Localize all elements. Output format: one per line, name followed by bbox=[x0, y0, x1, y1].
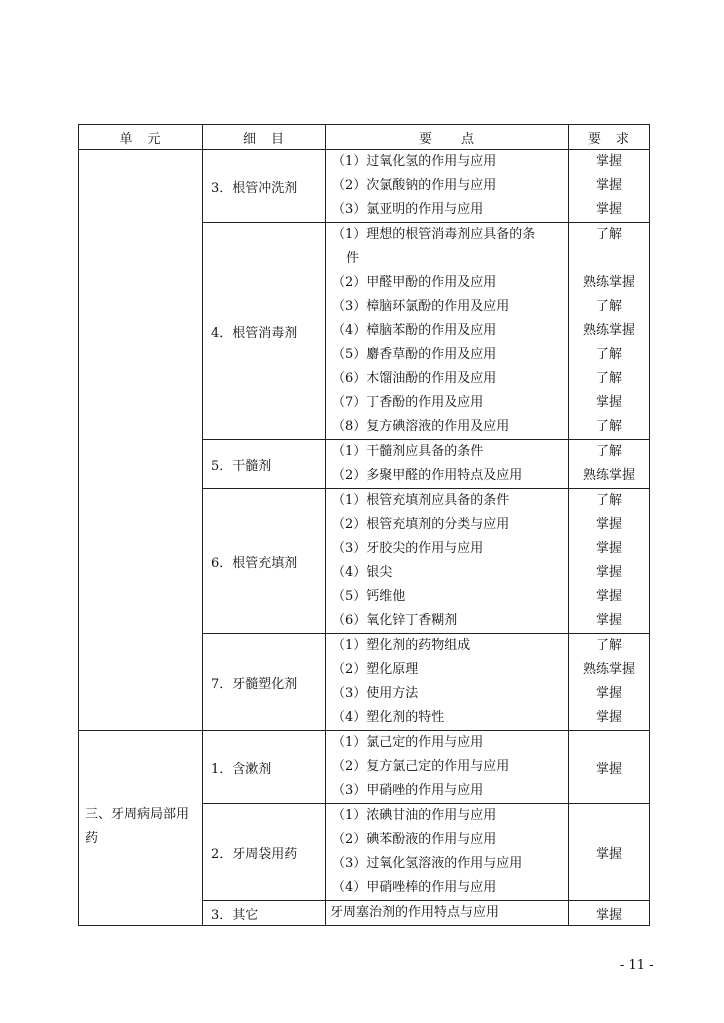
requirement: 了解 bbox=[595, 347, 622, 362]
point-line: （3）牙胶尖的作用与应用 bbox=[332, 541, 484, 556]
requirement: 熟练掌握 bbox=[582, 275, 635, 290]
requirement: 了解 bbox=[595, 371, 622, 386]
points-cell bbox=[326, 150, 569, 223]
requirements-cell bbox=[569, 634, 650, 731]
point-line: （4）樟脑苯酚的作用及应用 bbox=[332, 323, 497, 338]
page-number: - 11 - bbox=[620, 958, 654, 973]
point-line: （2）多聚甲醛的作用特点及应用 bbox=[332, 468, 523, 483]
requirement: 掌握 bbox=[595, 202, 622, 217]
requirement: 了解 bbox=[595, 299, 622, 314]
sub-item: 2．牙周袋用药 bbox=[203, 804, 326, 901]
point-line: （2）次氯酸钠的作用与应用 bbox=[332, 178, 497, 193]
requirement: 掌握 bbox=[595, 565, 622, 580]
requirements-cell bbox=[569, 150, 650, 223]
requirement: 了解 bbox=[595, 493, 622, 508]
points-cell bbox=[326, 440, 569, 489]
requirement: 了解 bbox=[595, 227, 622, 242]
points-cell bbox=[326, 489, 569, 634]
requirement: 掌握 bbox=[569, 731, 650, 804]
point-line: （1）氯己定的作用与应用 bbox=[332, 735, 484, 750]
table-header bbox=[79, 125, 650, 150]
unit-label-line2: 药 bbox=[85, 831, 99, 846]
point-line: （8）复方碘溶液的作用及应用 bbox=[332, 419, 510, 434]
requirement: 熟练掌握 bbox=[582, 662, 635, 677]
point-line: （2）根管充填剂的分类与应用 bbox=[332, 517, 510, 532]
sub-item: 5．干髓剂 bbox=[203, 440, 326, 489]
requirement: 掌握 bbox=[595, 686, 622, 701]
point-line: （4）甲硝唑棒的作用与应用 bbox=[332, 880, 497, 895]
point-line: （1）过氧化氢的作用与应用 bbox=[332, 154, 497, 169]
requirement: 了解 bbox=[595, 444, 622, 459]
requirement: 掌握 bbox=[595, 613, 622, 628]
requirement: 掌握 bbox=[595, 541, 622, 556]
unit-cell bbox=[79, 731, 203, 926]
point-line: 牙周塞治剂的作用特点与应用 bbox=[330, 905, 500, 920]
point-line: （2）塑化原理 bbox=[332, 662, 419, 677]
table-row bbox=[79, 150, 650, 223]
point-line: （3）氯亚明的作用与应用 bbox=[332, 202, 484, 217]
requirements-cell bbox=[569, 440, 650, 489]
point-line: （5）钙维他 bbox=[332, 589, 406, 604]
point-line: （3）樟脑环氯酚的作用及应用 bbox=[332, 299, 510, 314]
point-line: （4）银尖 bbox=[332, 565, 393, 580]
point-line: （1）干髓剂应具备的条件 bbox=[332, 444, 484, 459]
sub-item: 1．含漱剂 bbox=[203, 731, 326, 804]
requirement bbox=[569, 247, 649, 271]
point-line: （6）木馏油酚的作用及应用 bbox=[332, 371, 497, 386]
sub-item: 4．根管消毒剂 bbox=[203, 223, 326, 440]
sub-item: 3．根管冲洗剂 bbox=[203, 150, 326, 223]
requirement: 了解 bbox=[595, 419, 622, 434]
header-unit: 单 元 bbox=[79, 125, 203, 150]
requirement: 了解 bbox=[595, 638, 622, 653]
requirements-cell bbox=[569, 489, 650, 634]
requirement: 掌握 bbox=[595, 710, 622, 725]
point-line: （3）使用方法 bbox=[332, 686, 419, 701]
point-line: （1）理想的根管消毒剂应具备的条 bbox=[332, 227, 536, 242]
point-line: （3）甲硝唑的作用与应用 bbox=[332, 783, 484, 798]
requirement: 熟练掌握 bbox=[582, 468, 635, 483]
point-line: 件 bbox=[346, 251, 360, 266]
header-sub: 细 目 bbox=[203, 125, 326, 150]
point-line: （1）浓碘甘油的作用与应用 bbox=[332, 808, 497, 823]
requirement: 熟练掌握 bbox=[582, 323, 635, 338]
point-line: （2）甲醛甲酚的作用及应用 bbox=[332, 275, 497, 290]
point-line: （1）根管充填剂应具备的条件 bbox=[332, 493, 510, 508]
requirements-cell bbox=[569, 223, 650, 440]
sub-item: 3．其它 bbox=[203, 901, 326, 926]
header-point: 要 点 bbox=[326, 125, 569, 150]
point-line: （1）塑化剂的药物组成 bbox=[332, 638, 471, 653]
sub-item: 6．根管充填剂 bbox=[203, 489, 326, 634]
point-line: （6）氧化锌丁香糊剂 bbox=[332, 613, 458, 628]
requirement: 掌握 bbox=[569, 901, 650, 926]
requirement: 掌握 bbox=[595, 154, 622, 169]
unit-label-line1: 三、牙周病局部用 bbox=[85, 807, 190, 822]
requirement: 掌握 bbox=[595, 395, 622, 410]
requirement: 掌握 bbox=[595, 517, 622, 532]
points-cell bbox=[326, 223, 569, 440]
table-row bbox=[79, 731, 650, 804]
point-line: （5）麝香草酚的作用及应用 bbox=[332, 347, 497, 362]
header-requirement: 要 求 bbox=[569, 125, 650, 150]
requirement: 掌握 bbox=[595, 178, 622, 193]
point-line: （3）过氧化氢溶液的作用与应用 bbox=[332, 856, 523, 871]
point-line: （7）丁香酚的作用及应用 bbox=[332, 395, 484, 410]
requirement: 掌握 bbox=[595, 589, 622, 604]
point-line: （4）塑化剂的特性 bbox=[332, 710, 445, 725]
unit-cell-continued bbox=[79, 150, 203, 731]
point-line: （2）复方氯己定的作用与应用 bbox=[332, 759, 510, 774]
points-cell bbox=[326, 731, 569, 804]
requirement: 掌握 bbox=[569, 804, 650, 901]
points-cell bbox=[326, 901, 569, 926]
point-line: （2）碘苯酚液的作用与应用 bbox=[332, 832, 497, 847]
syllabus-table bbox=[78, 124, 650, 926]
points-cell bbox=[326, 804, 569, 901]
sub-item: 7．牙髓塑化剂 bbox=[203, 634, 326, 731]
points-cell bbox=[326, 634, 569, 731]
